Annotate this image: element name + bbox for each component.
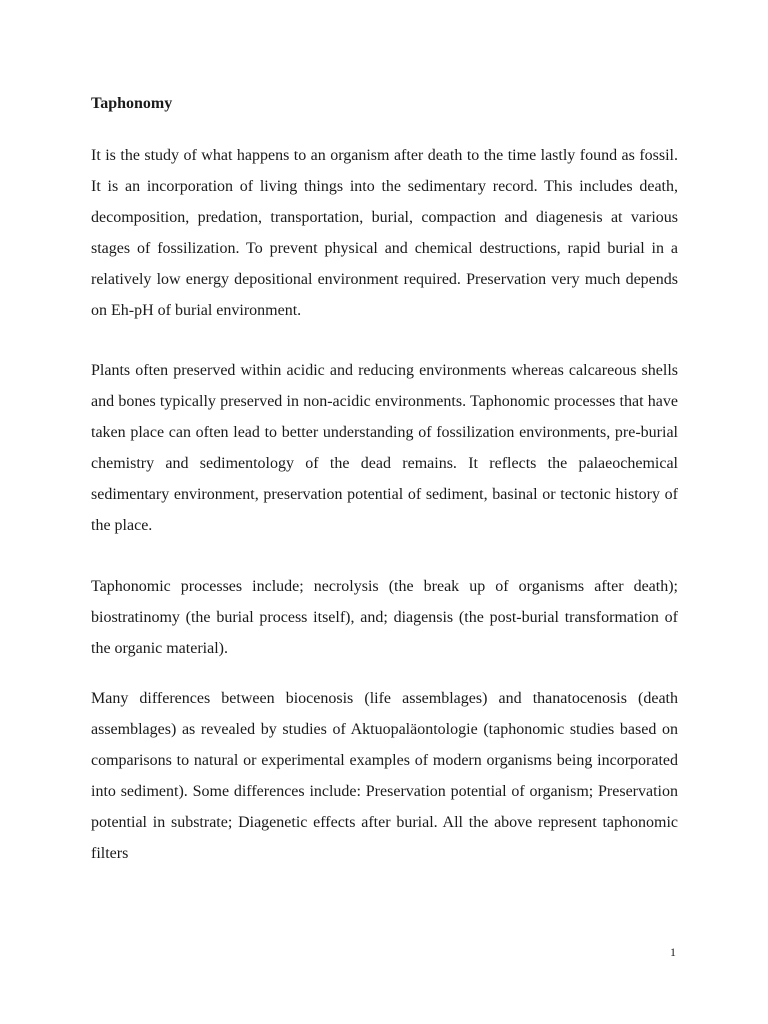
paragraph-assemblage-differences: Many differences between biocenosis (life assemblages) and thanatocenosis (death assemblages) as revealed by studies of Aktuopaläontologie (taphonomic studies based on comparisons to natural or experimental examples of modern organisms being incorporated into sediment). Some differences include: Preservation potential of organism; Preservation potential in substrate; Diagenetic effects after burial. All the above represent taphonomic filters — [91, 690, 678, 862]
paragraph-taphonomic-processes: Taphonomic processes include; necrolysis (the break up of organisms after death); biostratinomy (the burial process itself), and; diagensis (the post-burial transformation of the organic material). — [91, 578, 678, 657]
page-title: Taphonomy — [91, 95, 173, 112]
paragraph-definition: It is the study of what happens to an organism after death to the time lastly found as fossil. It is an incorporation of living things into the sedimentary record. This includes death, decomposition, predation, transportation, burial, compaction and diagenesis at various stages of fossilization. To prevent physical and chemical destructions, rapid burial in a relatively low energy depositional environment required. Preservation very much depends on Eh-pH of burial environment. — [91, 147, 678, 319]
paragraph-preservation-environments: Plants often preserved within acidic and reducing environments whereas calcareous shells and bones typically preserved in non-acidic environments. Taphonomic processes that have taken place can often lead to better understanding of fossilization environments, pre-burial chemistry and sedimentology of the dead remains. It reflects the palaeochemical sedimentary environment, preservation potential of sediment, basinal or tectonic history of the place. — [91, 362, 678, 534]
page-number: 1 — [670, 945, 676, 959]
